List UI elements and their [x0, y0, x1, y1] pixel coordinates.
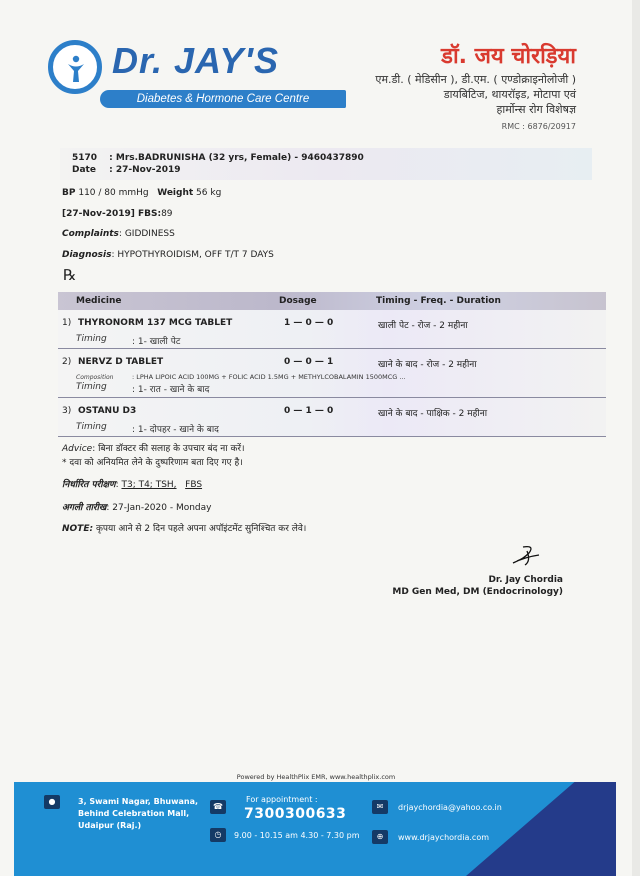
tests-label: निर्धारित परीक्षण [62, 480, 116, 490]
complaints-value: : GIDDINESS [118, 229, 175, 239]
globe-icon: ⊕ [372, 830, 388, 844]
complaints-line [62, 229, 175, 239]
patient-id: 5170 [72, 153, 98, 163]
table-row [58, 349, 606, 398]
registration-number: RMC : 6876/20917 [501, 122, 576, 131]
timing-freq: खाने के बाद - पाक्षिक - 2 महीना [378, 409, 488, 419]
timing-detail: : 1- खाली पेट [132, 337, 181, 347]
patient-details: : Mrs.BADRUNISHA (32 yrs, Female) - 9460437890 [109, 153, 364, 163]
email-address[interactable]: drjaychordia@yahoo.co.in [398, 803, 502, 812]
fbs-value: 89 [161, 209, 173, 219]
col-dosage: Dosage [279, 296, 317, 306]
phone-icon: ☎ [210, 800, 226, 814]
bp-label: BP [62, 188, 76, 198]
bp-value: 110 / 80 [78, 188, 116, 198]
tests-thyroid: T3; T4; TSH, [121, 480, 177, 490]
clock-icon: ◷ [210, 828, 226, 842]
address-line-2: Behind Celebration Mall, [78, 809, 190, 818]
timing-label: Timing [76, 422, 107, 432]
next-visit-line [62, 500, 211, 513]
rx-symbol: ℞ [63, 266, 77, 284]
vitals-line [62, 188, 221, 198]
timing-label: Timing [76, 334, 107, 344]
dosage: 0 — 1 — 0 [284, 406, 334, 416]
dosage: 0 — 0 — 1 [284, 357, 334, 367]
weight-value: 56 kg [196, 188, 222, 198]
note-line [62, 521, 306, 534]
row-number: 3) [62, 406, 72, 416]
email-icon: ✉ [372, 800, 388, 814]
timing-detail: : 1- रात - खाने के बाद [132, 385, 210, 395]
composition-label: Composition [76, 374, 114, 381]
visit-date: : 27-Nov-2019 [109, 165, 181, 175]
advice-text: : बिना डॉक्टर की सलाह के उपचार बंद ना करें। [92, 444, 245, 454]
medicine-name: THYRONORM 137 MCG TABLET [78, 318, 233, 328]
next-visit-date: : 27-Jan-2020 - Monday [106, 503, 212, 513]
location-pin-icon: ● [44, 795, 60, 809]
diagnosis-line [62, 250, 274, 260]
tests-fbs: FBS [185, 480, 203, 490]
website[interactable]: www.drjaychordia.com [398, 833, 490, 842]
timing-label: Timing [76, 382, 107, 392]
composition: : LPHA LIPOIC ACID 100MG + FOLIC ACID 1.5MG + METHYLCOBALAMIN 1500MCG ... [132, 373, 406, 381]
appointment-label: For appointment : [246, 795, 318, 804]
brand-tagline: Diabetes & Hormone Care Centre [100, 90, 346, 108]
footer-triangle [466, 782, 616, 876]
doctor-qualification: MD Gen Med, DM (Endocrinology) [392, 587, 563, 597]
table-row [58, 398, 606, 437]
dosage: 1 — 0 — 0 [284, 318, 334, 328]
note-text: कृपया आने से 2 दिन पहले अपना अपॉइंटमेंट सुनिश्चित कर लेवे। [93, 524, 307, 534]
medicine-name: OSTANU D3 [78, 406, 137, 416]
address-line-3: Udaipur (Raj.) [78, 821, 142, 830]
logo-emblem-icon [48, 40, 102, 94]
medicine-table [58, 292, 606, 437]
complaints-label: Complaints [62, 229, 119, 239]
table-row [58, 310, 606, 349]
advice-line [62, 441, 245, 454]
clinic-hours: 9.00 - 10.15 am 4.30 - 7.30 pm [234, 831, 360, 840]
timing-freq: खाली पेट - रोज - 2 महीना [378, 321, 468, 331]
medicine-name: NERVZ D TABLET [78, 357, 164, 367]
weight-label: Weight [157, 188, 194, 198]
timing-detail: : 1- दोपहर - खाने के बाद [132, 425, 219, 435]
brand-name: Dr. JAY'S [112, 40, 279, 81]
letterhead [0, 30, 632, 140]
row-number: 2) [62, 357, 72, 367]
tests-line [62, 477, 202, 490]
powered-by: Powered by HealthPlix EMR, www.healthplix.com [236, 773, 396, 781]
advice-label: Advice [62, 444, 93, 454]
doctor-name-hindi: डॉ. जय चोरड़िया [441, 44, 576, 69]
next-visit-label: अगली तारीख [62, 503, 107, 513]
row-number: 1) [62, 318, 72, 328]
doctor-name: Dr. Jay Chordia [488, 575, 563, 585]
tests-separator: : [115, 480, 122, 490]
fbs-line [62, 209, 173, 219]
date-label: Date [72, 165, 96, 175]
specialty-hindi-1: डायबिटिज, थायरॉइड, मोटापा एवं [443, 88, 576, 101]
note-label: NOTE: [62, 524, 94, 534]
qualification-hindi: एम.डी. ( मेडिसीन ), डी.एम. ( एण्डोक्राइनोलोजी ) [375, 73, 576, 86]
diagnosis-label: Diagnosis [62, 250, 112, 260]
specialty-hindi-2: हार्मोन्स रोग विशेषज्ञ [496, 103, 576, 116]
fbs-label: [27-Nov-2019] FBS: [62, 209, 162, 219]
timing-freq: खाने के बाद - रोज - 2 महीना [378, 360, 477, 370]
phone-number[interactable]: 7300300633 [244, 806, 347, 822]
footer-bar [14, 782, 616, 876]
bp-unit: mmHg [118, 188, 149, 198]
advice-warning: * दवा को अनियमित लेने के दुष्परिणाम बता दिए गए है। [62, 458, 243, 468]
diagnosis-value: : HYPOTHYROIDISM, OFF T/T 7 DAYS [111, 250, 274, 260]
patient-band [60, 148, 592, 180]
col-medicine: Medicine [76, 296, 122, 306]
table-header [58, 292, 606, 310]
address-line-1: 3, Swami Nagar, Bhuwana, [78, 797, 199, 806]
doctor-signature [505, 545, 545, 567]
col-timing: Timing - Freq. - Duration [376, 296, 501, 306]
